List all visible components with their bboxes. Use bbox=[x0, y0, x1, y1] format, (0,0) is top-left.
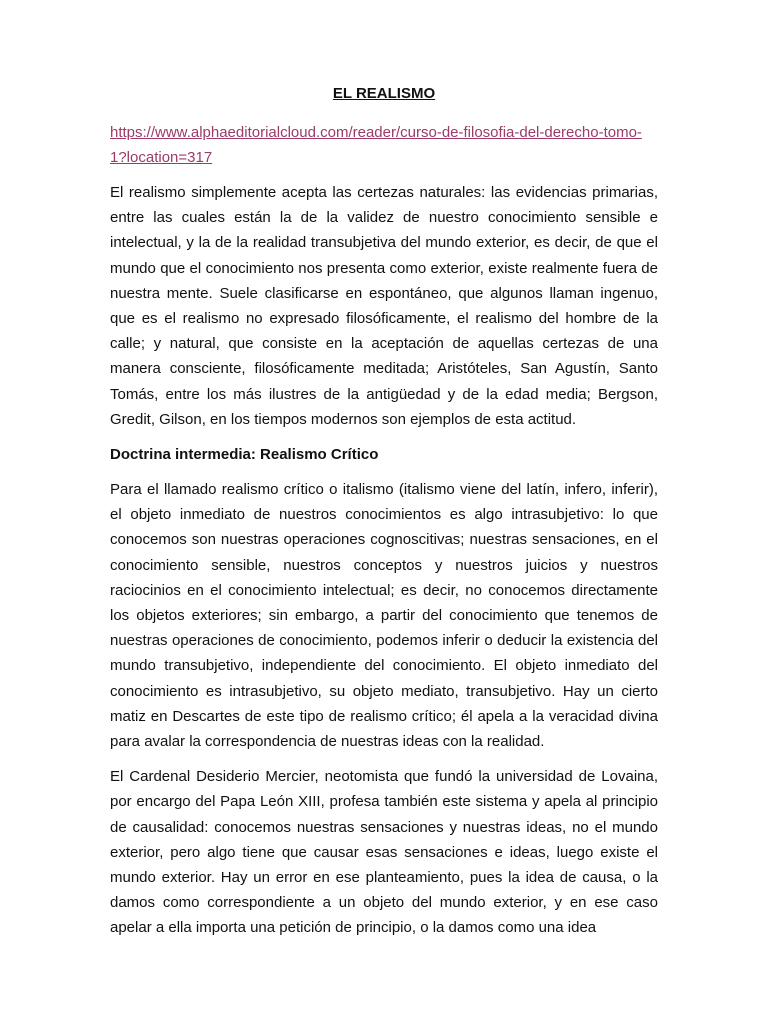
paragraph-realismo: El realismo simplemente acepta las certezas naturales: las evidencias primarias, entre las cuales están la de la validez de nuestro conocimiento sensible e intelectual, y la de la realidad transubjetiva del mundo exterior, es decir, de que el mundo que el conocimiento nos presenta como exterior, existe realmente fuera de nuestra mente. Suele clasificarse en espontáneo, que algunos llaman ingenuo, que es el realismo no expresado filosóficamente, el realismo del hombre de la calle; y natural, que consiste en la aceptación de aquellas certezas de una manera consciente, filosóficamente meditada; Aristóteles, San Agustín, Santo Tomás, entre los más ilustres de la antigüedad y de la edad media; Bergson, Gredit, Gilson, en los tiempos modernos son ejemplos de esta actitud. bbox=[110, 184, 658, 428]
paragraph-realismo-critico: Para el llamado realismo crítico o italismo (italismo viene del latín, infero, inferir), el objeto inmediato de nuestros conocimientos es algo intrasubjetivo: lo que conocemos son nuestras operaciones cognoscitivas; nuestras sensaciones, en el conocimiento sensible, nuestros conceptos y nuestros juicios y nuestros raciocinios en el conocimiento intelectual; es decir, no conocemos directamente los objetos exteriores; sin embargo, a partir del conocimiento que tenemos de nuestras operaciones de conocimiento, podemos inferir o deducir la existencia del mundo transubjetivo, independiente del conocimiento. El objeto inmediato del conocimiento es intrasubjetivo, su objeto mediato, transubjetivo. Hay un cierto matiz en Descartes de este tipo de realismo crítico; él apela a la veracidad divina para avalar la correspondencia de nuestras ideas con la realidad. bbox=[110, 481, 658, 751]
paragraph-mercier: El Cardenal Desiderio Mercier, neotomista que fundó la universidad de Lovaina, por encargo del Papa León XIII, profesa también este sistema y apela al principio de causalidad: conocemos nuestras sensaciones y nuestras ideas, no el mundo exterior, pero algo tiene que causar esas sensaciones e ideas, luego existe el mundo exterior. Hay un error en ese planteamiento, pues la idea de causa, o la damos como correspondiente a un objeto del mundo exterior, y en ese caso apelar a ella importa una petición de principio, o la damos como una idea bbox=[110, 768, 658, 937]
section-heading-realismo-critico: Doctrina intermedia: Realismo Crítico bbox=[110, 446, 379, 464]
document-title: EL REALISMO bbox=[332, 85, 436, 102]
source-link[interactable]: https://www.alphaeditorialcloud.com/reader/curso-de-filosofia-del-derecho-tomo-1?location=317 bbox=[110, 124, 642, 166]
